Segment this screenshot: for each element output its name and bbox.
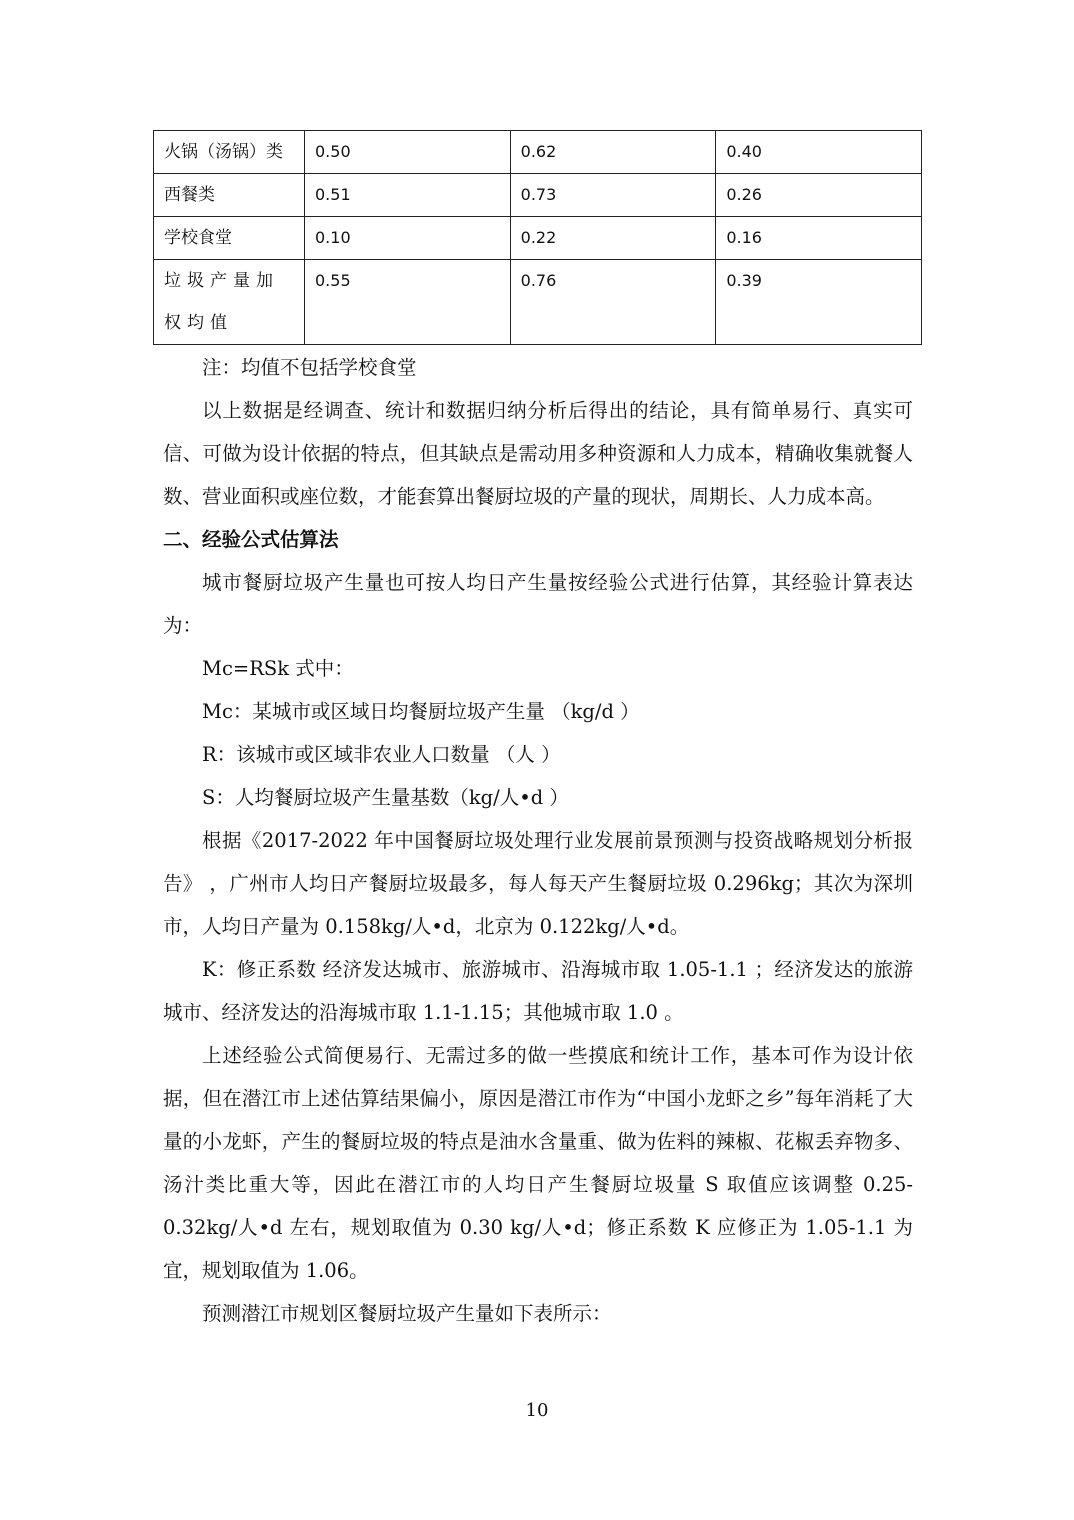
row-label: 西餐类	[154, 174, 305, 217]
data-table	[153, 130, 922, 345]
table-cell: 0.10	[305, 217, 511, 260]
body-text	[163, 346, 913, 1335]
paragraph: K：修正系数 经济发达城市、旅游城市、沿海城市取 1.05-1.1 ；经济发达的旅游城市、经济发达的沿海城市取 1.1-1.15；其他城市取 1.0 。	[163, 958, 913, 1024]
definition-s: S：人均餐厨垃圾产生量基数（kg/人•d ）	[202, 786, 569, 809]
definition-mc: Mc：某城市或区域日均餐厨垃圾产生量 （kg/d ）	[202, 700, 640, 723]
paragraph: 上述经验公式简便易行、无需过多的做一些摸底和统计工作，基本可作为设计依据，但在潜江市上述估算结果偏小，原因是潜江市作为“中国小龙虾之乡”每年消耗了大量的小龙虾，产生的餐厨垃圾的特点是油水含量重、做为佐料的辣椒、花椒丢弃物多、汤汁类比重大等，因此在潜江市的人均日产生餐厨垃圾量 S 取值应该调整 0.25-0.32kg/人•d 左右，规划取值为 0.30 kg/人•d；修正系数 K 应修正为 1.05-1.1 为宜，规划取值为 1.06。	[163, 1044, 913, 1282]
table-cell: 0.50	[305, 131, 511, 174]
paragraph: 城市餐厨垃圾产生量也可按人均日产生量按经验公式进行估算，其经验计算表达为：	[163, 571, 913, 637]
table-cell: 0.73	[510, 174, 716, 217]
table-cell: 0.16	[716, 217, 922, 260]
table-cell: 0.39	[716, 260, 922, 345]
page-number: 10	[525, 1400, 549, 1421]
paragraph: 预测潜江市规划区餐厨垃圾产生量如下表所示：	[202, 1302, 612, 1325]
table-cell: 0.22	[510, 217, 716, 260]
table-cell: 0.55	[305, 260, 511, 345]
table-row	[154, 131, 922, 174]
table-cell: 0.26	[716, 174, 922, 217]
paragraph: 根据《2017-2022 年中国餐厨垃圾处理行业发展前景预测与投资战略规划分析报告》 ，广州市人均日产餐厨垃圾最多，每人每天产生餐厨垃圾 0.296kg；其次为深圳市，人均日产量为 0.158kg/人•d，北京为 0.122kg/人•d。	[163, 829, 913, 938]
row-label: 垃圾产量加权均值	[154, 260, 305, 345]
table-row	[154, 174, 922, 217]
paragraph: 以上数据是经调查、统计和数据归纳分析后得出的结论，具有简单易行、真实可信、可做为设计依据的特点，但其缺点是需动用多种资源和人力成本，精确收集就餐人数、营业面积或座位数，才能套算出餐厨垃圾的产量的现状，周期长、人力成本高。	[163, 399, 913, 508]
table-row	[154, 260, 922, 345]
definition-r: R：该城市或区域非农业人口数量 （人 ）	[202, 743, 561, 766]
table-cell: 0.76	[510, 260, 716, 345]
table-note: 注：均值不包括学校食堂	[202, 356, 417, 379]
section-heading: 二、经验公式估算法	[163, 528, 339, 551]
table-cell: 0.51	[305, 174, 511, 217]
table-row	[154, 217, 922, 260]
row-label: 学校食堂	[154, 217, 305, 260]
formula: Mc=RSk 式中：	[202, 657, 354, 680]
row-label: 火锅（汤锅）类	[154, 131, 305, 174]
table-cell: 0.62	[510, 131, 716, 174]
table-cell: 0.40	[716, 131, 922, 174]
